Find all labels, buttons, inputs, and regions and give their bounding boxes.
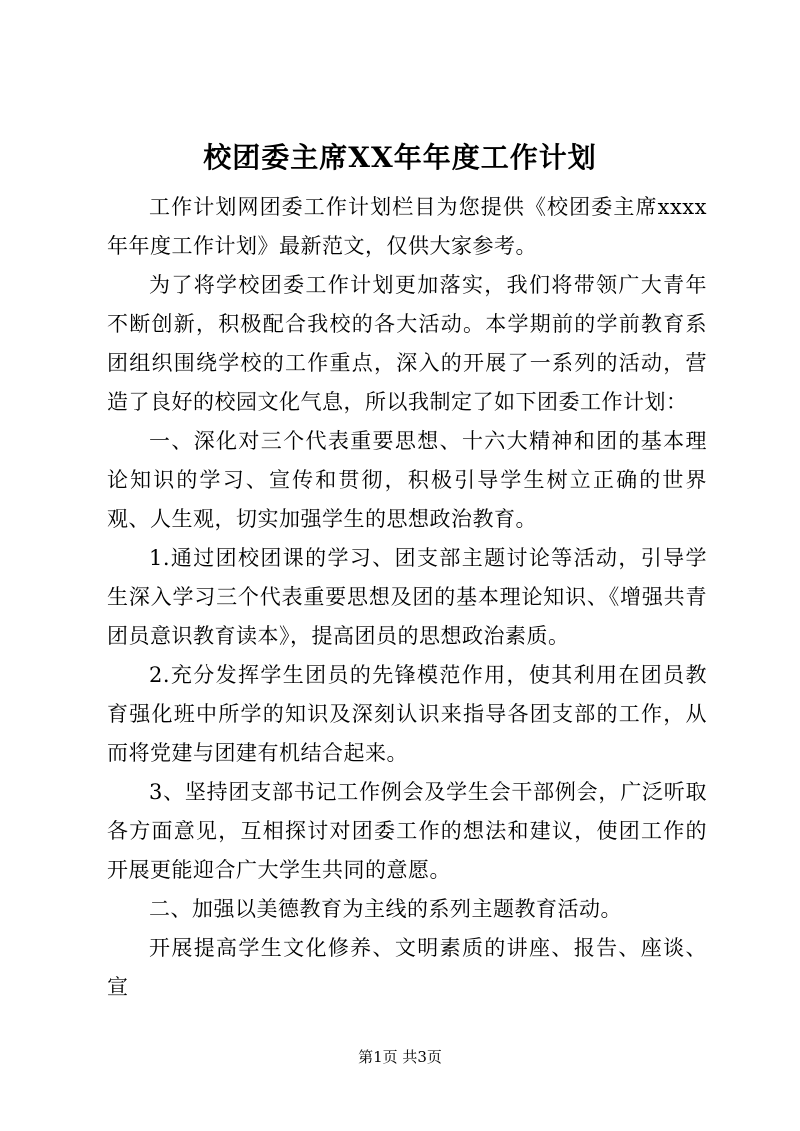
- paragraph-section-two: 二、加强以美德教育为主线的系列主题教育活动。: [149, 897, 622, 921]
- paragraph-item-one: 1.通过团校团课的学习、团支部主题讨论等活动，引导学生深入学习三个代表重要思想及团的基本理论知识、《增强共青团员意识教育读本》，提高团员的思想政治素质。: [107, 546, 707, 648]
- page-number-footer: 第1页 共3页: [358, 1048, 442, 1066]
- paragraph-purpose: 为了将学校团委工作计划更加落实，我们将带领广大青年不断创新，积极配合我校的各大活动。本学期前的学前教育系团组织围绕学校的工作重点，深入的开展了一系列的活动，营造了良好的校园文化气息，所以我制定了如下团委工作计划：: [107, 273, 707, 414]
- document-title: 校团委主席XX年年度工作计划: [203, 141, 597, 174]
- paragraph-section-two-body: 开展提高学生文化修养、文明素质的讲座、报告、座谈、宣: [107, 936, 707, 999]
- paragraph-item-two: 2.充分发挥学生团员的先锋模范作用，使其利用在团员教育强化班中所学的知识及深刻认识来指导各团支部的工作，从而将党建与团建有机结合起来。: [107, 663, 707, 765]
- paragraph-intro: 工作计划网团委工作计划栏目为您提供《校团委主席xxxx年年度工作计划》最新范文，仅供大家参考。: [107, 195, 707, 258]
- document-body: [107, 188, 707, 1007]
- paragraph-section-one: 一、深化对三个代表重要思想、十六大精神和团的基本理论知识的学习、宣传和贯彻，积极引导学生树立正确的世界观、人生观，切实加强学生的思想政治教育。: [107, 429, 707, 531]
- paragraph-item-three: 3、坚持团支部书记工作例会及学生会干部例会，广泛听取各方面意见，互相探讨对团委工作的想法和建议，使团工作的开展更能迎合广大学生共同的意愿。: [107, 780, 707, 882]
